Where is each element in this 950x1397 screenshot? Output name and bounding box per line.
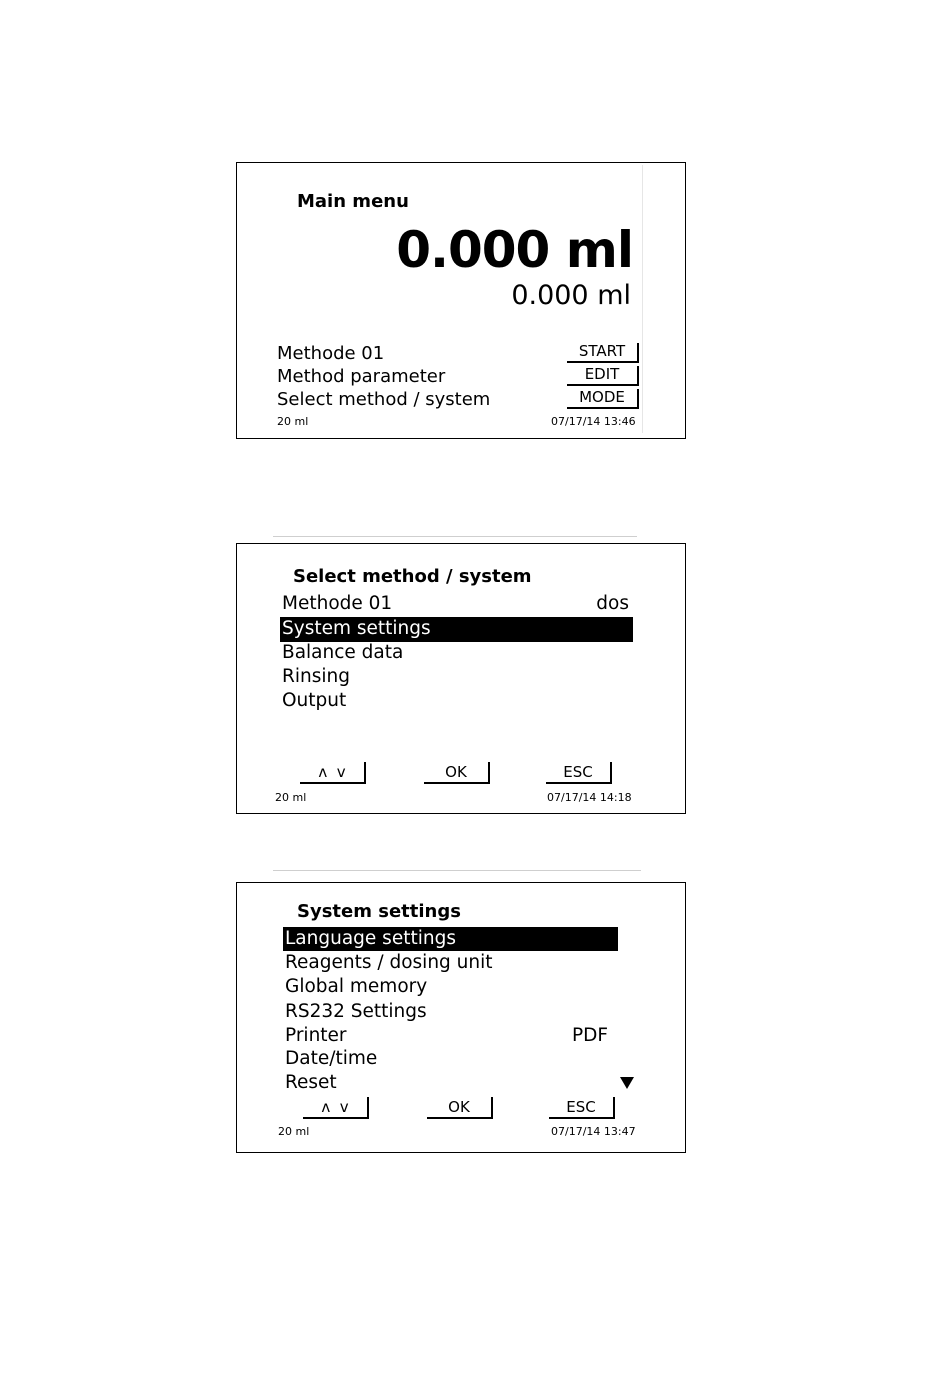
status-datetime: 07/17/14 13:46 — [551, 415, 636, 428]
dosed-volume-large: 0.000 ml — [396, 221, 633, 279]
dosed-volume-small: 0.000 ml — [511, 280, 631, 311]
menu-row-methode: Methode 01 — [277, 343, 385, 364]
down-arrow-icon: v — [339, 1098, 349, 1116]
up-down-button[interactable] — [300, 762, 366, 784]
esc-button[interactable]: ESC — [546, 762, 612, 784]
list-item-language-settings[interactable] — [283, 927, 618, 951]
status-burette-size: 20 ml — [278, 1125, 310, 1138]
list-item-global-memory[interactable]: Global memory — [285, 976, 428, 997]
ok-button[interactable]: OK — [427, 1097, 493, 1119]
ok-button[interactable]: OK — [424, 762, 490, 784]
scroll-down-icon[interactable] — [620, 1077, 634, 1089]
list-item-label: System settings — [282, 618, 431, 639]
list-item-balance-data[interactable]: Balance data — [282, 642, 404, 663]
menu-row-method-parameter: Method parameter — [277, 366, 446, 387]
main-menu-screen — [236, 162, 686, 439]
system-settings-screen — [236, 882, 686, 1153]
list-item-printer-value: PDF — [572, 1025, 609, 1046]
menu-row-select-method: Select method / system — [277, 389, 491, 410]
list-item-rinsing[interactable]: Rinsing — [282, 666, 350, 687]
status-datetime: 07/17/14 13:47 — [551, 1125, 636, 1138]
list-item-output[interactable]: Output — [282, 690, 347, 711]
separator-line — [273, 870, 641, 871]
list-item-label: Language settings — [285, 928, 456, 949]
esc-button[interactable]: ESC — [549, 1097, 615, 1119]
up-down-button[interactable] — [303, 1097, 369, 1119]
list-item-reset[interactable]: Reset — [285, 1072, 337, 1093]
up-arrow-icon: ʌ — [318, 763, 328, 781]
screen-title: Select method / system — [293, 566, 532, 587]
down-arrow-icon: v — [336, 763, 346, 781]
list-item-methode[interactable]: Methode 01 — [282, 593, 393, 614]
list-item-date-time[interactable]: Date/time — [285, 1048, 378, 1069]
status-burette-size: 20 ml — [277, 415, 309, 428]
screen-title: System settings — [297, 901, 461, 922]
up-arrow-icon: ʌ — [321, 1098, 331, 1116]
list-item-rs232[interactable]: RS232 Settings — [285, 1001, 427, 1022]
list-item-printer[interactable]: Printer — [285, 1025, 347, 1046]
edit-button[interactable]: EDIT — [567, 366, 639, 386]
separator-line — [273, 536, 637, 537]
select-method-screen — [236, 543, 686, 814]
status-datetime: 07/17/14 14:18 — [547, 791, 632, 804]
mode-button[interactable]: MODE — [567, 389, 639, 409]
list-item-system-settings[interactable] — [280, 617, 633, 642]
list-item-reagents[interactable]: Reagents / dosing unit — [285, 952, 493, 973]
status-burette-size: 20 ml — [275, 791, 307, 804]
start-button[interactable]: START — [567, 343, 639, 363]
list-item-methode-value: dos — [596, 593, 629, 614]
screen-edge-line — [642, 165, 643, 433]
screen-title: Main menu — [297, 191, 409, 212]
